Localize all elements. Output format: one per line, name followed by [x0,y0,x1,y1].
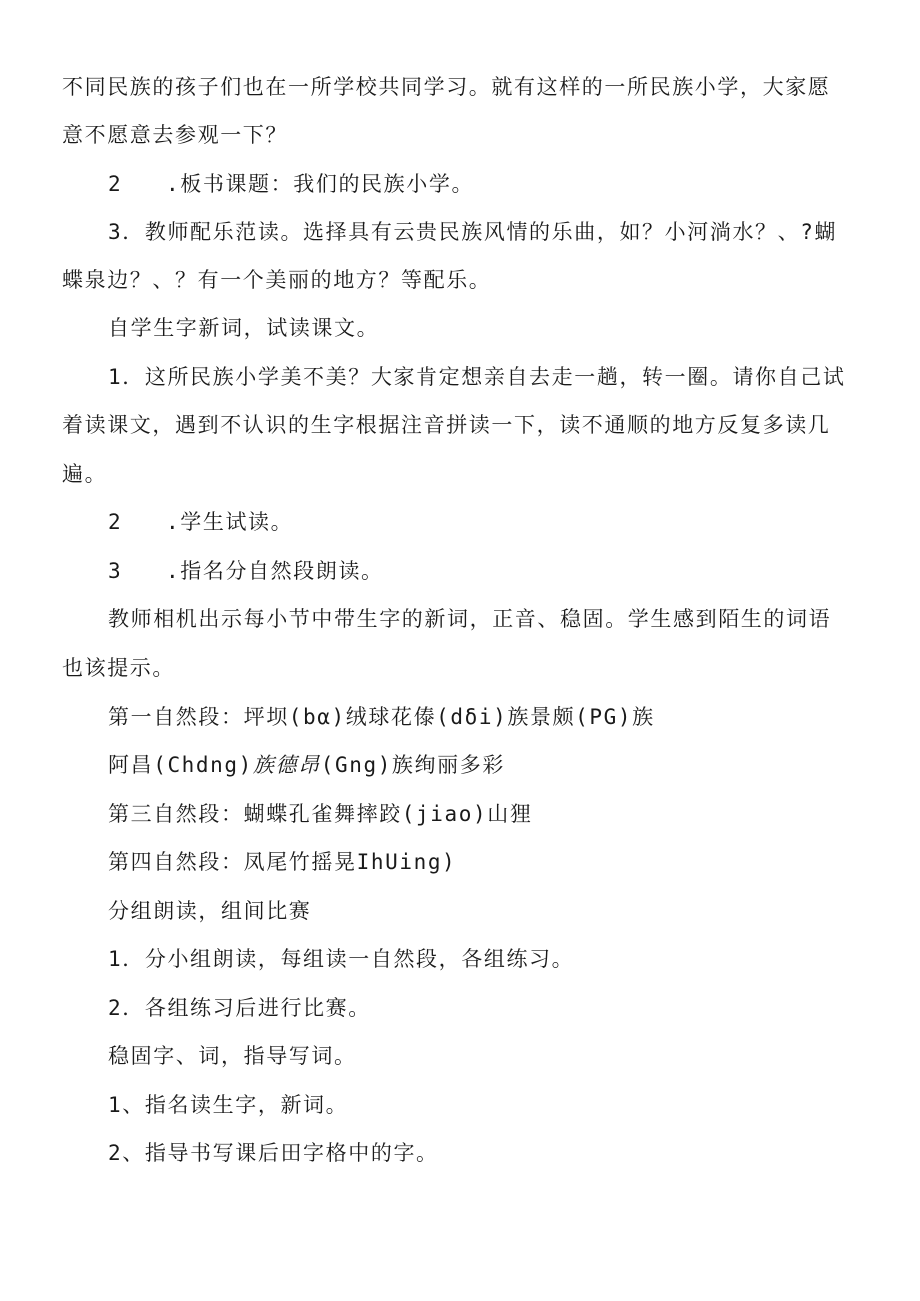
paragraph-line: 也该提示。 [62,656,175,680]
section-heading: 自学生字新词，试读课文。 [108,316,380,340]
vocab-text: 阿昌(Chdng) [108,753,253,777]
paragraph-line: 意不愿意去参观一下？ [62,123,288,147]
vocab-text-italic: 族德昂 [252,753,321,777]
list-item [108,557,384,585]
paragraph-line: 3．教师配乐范读。选择具有云贵民族风情的乐曲，如？小河淌水？、?蝴 [108,220,838,244]
section-heading: 稳固字、词，指导写词。 [108,1044,357,1068]
list-number: 3 [108,559,123,583]
paragraph-line: 教师相机出示每小节中带生字的新词，正音、稳固。学生感到陌生的词语 [108,607,832,631]
list-item-text: .指名分自然段朗读。 [166,559,384,583]
paragraph-line: 1、指名读生字，新词。 [108,1093,349,1117]
paragraph-line: 2、指导书写课后田字格中的字。 [108,1141,439,1165]
vocab-line: 第三自然段：蝴蝶孔雀舞摔跤(jiao)山狸 [108,802,533,826]
list-number: 2 [108,510,123,534]
paragraph-line: 不同民族的孩子们也在一所学校共同学习。就有这样的一所民族小学，大家愿 [62,75,831,99]
vocab-line: 第一自然段：坪坝(bα)绒球花傣(dδi)族景颇(PG)族 [108,705,655,729]
list-number: 2 [108,172,123,196]
list-item-text: .学生试读。 [166,510,294,534]
vocab-text: (Gng)族绚丽多彩 [320,753,505,777]
list-item-text: .板书课题：我们的民族小学。 [166,172,475,196]
paragraph-line: 遍。 [62,462,108,486]
paragraph-line: 2．各组练习后进行比赛。 [108,996,371,1020]
paragraph-line: 蝶泉边？、？有一个美丽的地方？等配乐。 [62,268,492,292]
paragraph-line: 着读课文，遇到不认识的生字根据注音拼读一下，读不通顺的地方反复多读几 [62,413,831,437]
paragraph-line: 1．分小组朗读，每组读一自然段，各组练习。 [108,947,575,971]
vocab-line: 第四自然段：凤尾竹摇晃IhUing) [108,850,457,874]
section-heading: 分组朗读，组间比赛 [108,899,312,923]
vocab-line [108,751,505,779]
list-item [108,508,293,536]
list-item [108,170,474,198]
paragraph-line: 1．这所民族小学美不美？大家肯定想亲自去走一趟，转一圈。请你自己试 [108,365,846,389]
